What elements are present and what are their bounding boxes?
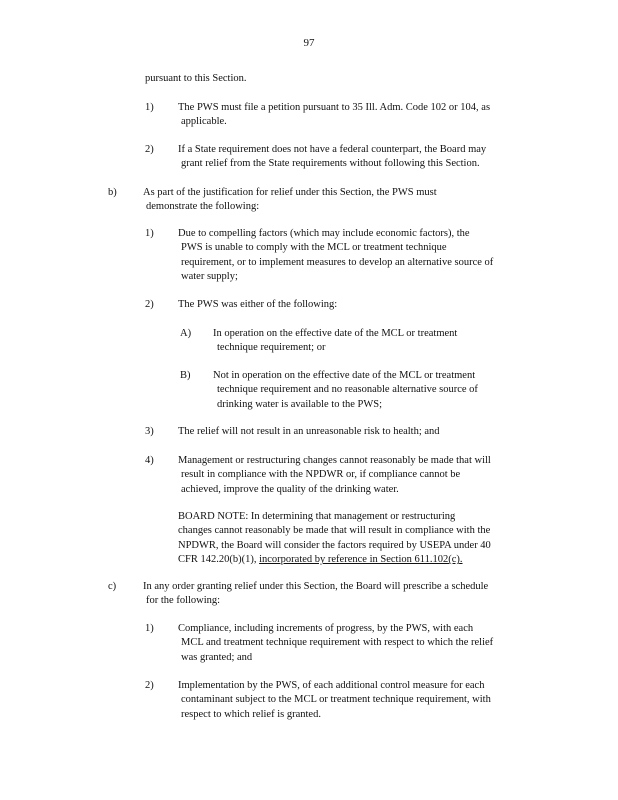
text-line: demonstrate the following:: [146, 201, 260, 213]
text-line: If a State requirement does not have a federal counterpart, the Board may: [178, 144, 487, 155]
text-line: The PWS was either of the following:: [178, 299, 338, 310]
section-b-item-2-sub-b-marker: B): [180, 370, 191, 381]
text-line: was granted; and: [181, 651, 253, 663]
board-note-last-line: [178, 553, 491, 567]
section-b-text: [143, 186, 437, 215]
text-line: Due to compelling factors (which may include economic factors), the: [178, 228, 470, 239]
text-line: changes cannot reasonably be made that will result in compliance with the: [178, 525, 491, 537]
section-b-item-3-text: [178, 425, 440, 439]
text-line: water supply;: [181, 271, 238, 283]
text-line: respect to which relief is granted.: [181, 708, 321, 720]
text-line: In any order granting relief under this Section, the Board will prescribe a schedule: [143, 581, 489, 592]
section-b-item-2-text: [178, 298, 337, 312]
section-c-item-2-marker: 2): [145, 680, 154, 691]
section-c-item-1-marker: 1): [145, 623, 154, 634]
text-line: Compliance, including increments of progress, by the PWS, with each: [178, 623, 474, 634]
text-line: achieved, improve the quality of the drinking water.: [181, 483, 399, 495]
section-b-item-1-marker: 1): [145, 228, 154, 239]
section-b-item-2-sub-b-text: [213, 369, 478, 412]
section-b-item-4-text: [178, 454, 491, 497]
text-line: technique requirement and no reasonable alternative source of: [217, 384, 478, 396]
section-b-item-3-marker: 3): [145, 426, 154, 437]
text-line: result in compliance with the NPDWR or, if compliance cannot be: [181, 469, 461, 481]
intro-item-1-marker: 1): [145, 102, 154, 113]
section-b-item-1-text: [178, 227, 493, 285]
section-b-item-2-marker: 2): [145, 299, 154, 310]
text-line: The relief will not result in an unreasonable risk to health; and: [178, 426, 440, 437]
text-line: The PWS must file a petition pursuant to 35 Ill. Adm. Code 102 or 104, as: [178, 102, 491, 113]
text-line: applicable.: [181, 116, 227, 128]
text-line: grant relief from the State requirements without following this Section.: [181, 158, 480, 170]
text-line: BOARD NOTE: In determining that management or restructuring: [178, 511, 456, 522]
text-line: PWS is unable to comply with the MCL or treatment technique: [181, 242, 447, 254]
text-line: As part of the justification for relief under this Section, the PWS must: [143, 187, 437, 198]
intro-item-2-marker: 2): [145, 144, 154, 155]
board-note-last-line-suffix: .: [459, 554, 463, 566]
section-c-item-1-text: [178, 622, 493, 665]
board-note: [178, 510, 491, 568]
section-c-marker: c): [108, 581, 117, 592]
section-c-item-2-text: [178, 679, 491, 722]
incorporated-by-reference-text: incorporated by reference in Section 611.102(c): [259, 554, 460, 566]
text-line: Implementation by the PWS, of each additional control measure for each: [178, 680, 485, 691]
section-b-item-4-marker: 4): [145, 455, 154, 466]
section-b-item-2-sub-a-marker: A): [180, 328, 192, 339]
text-line: contaminant subject to the MCL or treatment technique requirement, with: [181, 694, 491, 706]
text-line: In operation on the effective date of the MCL or treatment: [213, 328, 458, 339]
intro-item-2-text: [178, 143, 486, 172]
text-line: for the following:: [146, 595, 221, 607]
text-line: Not in operation on the effective date of the MCL or treatment: [213, 370, 476, 381]
intro-item-1-text: [178, 101, 490, 130]
text-line: requirement, or to implement measures to develop an alternative source of: [181, 256, 494, 268]
text-line: drinking water is available to the PWS;: [217, 398, 383, 410]
text-line: Management or restructuring changes cannot reasonably be made that will: [178, 455, 491, 466]
section-b-item-2-sub-a-text: [213, 327, 457, 356]
section-b-marker: b): [108, 187, 117, 198]
text-line: MCL and treatment technique requirement with respect to which the relief: [181, 637, 494, 649]
section-c-text: [143, 580, 488, 609]
page-number: 97: [303, 37, 315, 49]
text-line: NPDWR, the Board will consider the factors required by USEPA under 40: [178, 539, 491, 551]
text-line: technique requirement; or: [217, 342, 326, 354]
board-note-last-line-prefix: CFR 142.20(b)(1),: [178, 554, 260, 566]
intro-continuation-text: pursuant to this Section.: [145, 73, 247, 84]
